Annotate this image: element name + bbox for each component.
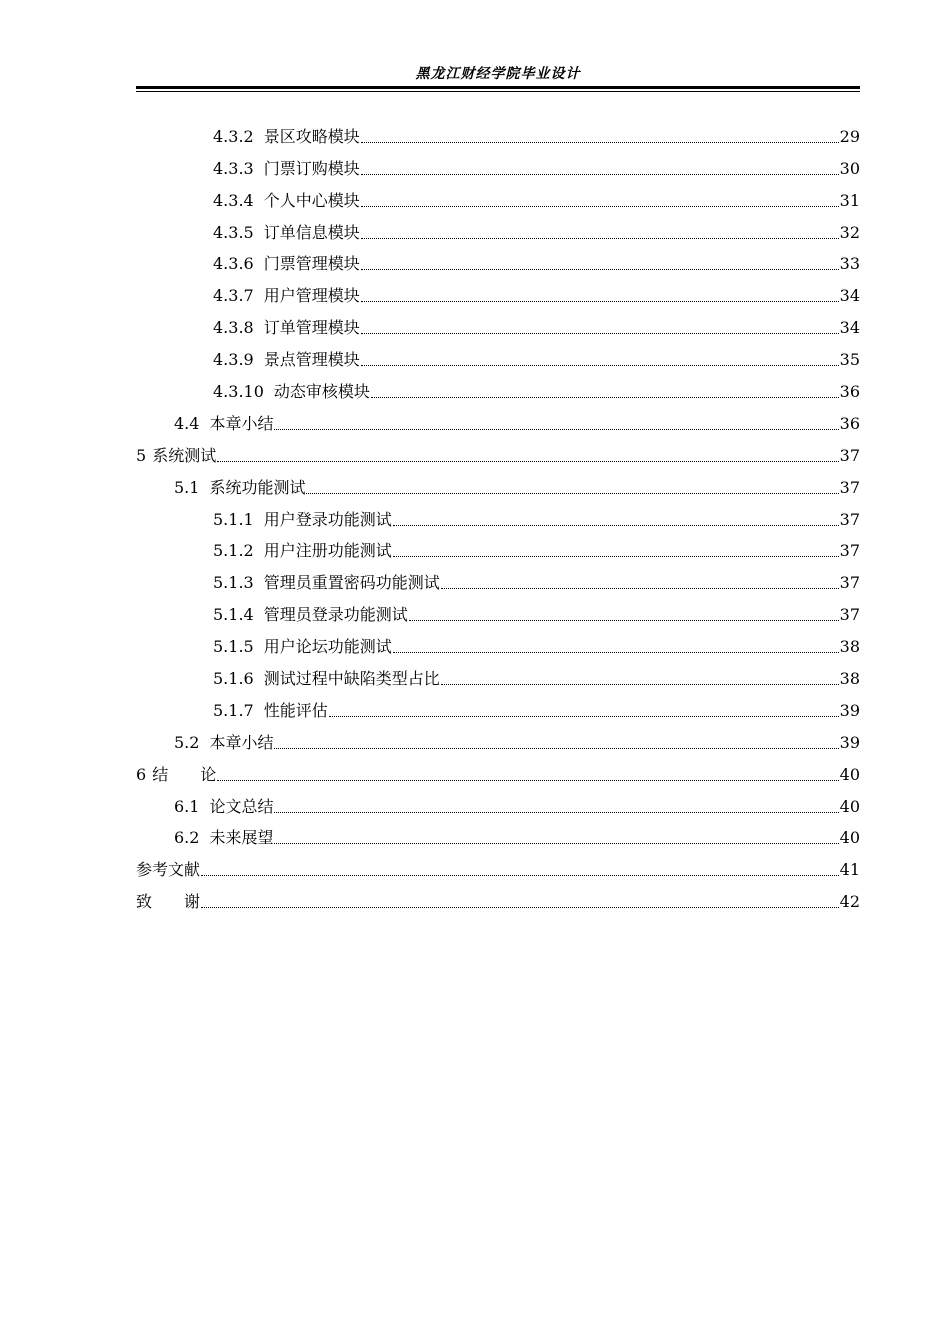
toc-entry[interactable] [136, 179, 860, 211]
toc-entry-page-number: 36 [839, 382, 860, 402]
toc-entry-title: 参考文献 [136, 860, 201, 880]
toc-entry[interactable] [136, 147, 860, 179]
toc-entry-page-number: 40 [839, 764, 860, 784]
toc-entry-title: 管理员重置密码功能测试 [263, 573, 440, 593]
toc-entry[interactable] [136, 211, 860, 243]
toc-entry-title: 用户管理模块 [263, 286, 360, 306]
toc-entry-title: 用户论坛功能测试 [263, 637, 392, 657]
toc-entry-page-number: 41 [839, 860, 860, 880]
toc-entry-page-number: 37 [839, 445, 860, 465]
toc-entry-title: 系统功能测试 [209, 477, 306, 497]
toc-entry-number: 6 [136, 764, 147, 784]
toc-entry[interactable] [136, 848, 860, 880]
toc-entry[interactable] [136, 370, 860, 402]
toc-entry[interactable] [136, 721, 860, 753]
toc-dot-leader [274, 429, 838, 430]
toc-entry-title: 论文总结 [209, 796, 274, 816]
toc-entry-page-number: 37 [839, 509, 860, 529]
toc-entry-number: 6.1 [174, 796, 200, 816]
toc-entry-title: 订单管理模块 [263, 318, 360, 338]
toc-entry-number: 5.2 [174, 732, 200, 752]
toc-entry-number: 5.1.7 [213, 700, 254, 720]
toc-entry[interactable] [136, 306, 860, 338]
toc-entry[interactable] [136, 593, 860, 625]
toc-entry-page-number: 29 [839, 126, 860, 146]
toc-entry-number: 4.3.8 [213, 318, 254, 338]
toc-entry-title: 本章小结 [209, 732, 274, 752]
toc-dot-leader [361, 142, 839, 143]
toc-dot-leader [201, 907, 839, 908]
toc-entry-page-number: 30 [839, 158, 860, 178]
toc-dot-leader [393, 525, 839, 526]
toc-entry-number: 5.1.5 [213, 637, 254, 657]
toc-entry-title: 未来展望 [209, 828, 274, 848]
toc-entry-number: 5.1.4 [213, 605, 254, 625]
toc-entry-title: 动态审核模块 [273, 382, 370, 402]
toc-entry-number: 4.3.10 [213, 382, 264, 402]
toc-entry-title: 管理员登录功能测试 [263, 605, 408, 625]
toc-entry-page-number: 33 [839, 254, 860, 274]
toc-entry-number: 5.1.1 [213, 509, 254, 529]
toc-entry[interactable] [136, 561, 860, 593]
toc-entry[interactable] [136, 689, 860, 721]
toc-entry-number: 5.1.6 [213, 669, 254, 689]
toc-entry-title: 系统测试 [152, 445, 217, 465]
toc-entry-title: 性能评估 [263, 700, 328, 720]
toc-entry-title: 用户登录功能测试 [263, 509, 392, 529]
toc-entry-number: 5.1 [174, 477, 200, 497]
toc-entry[interactable] [136, 402, 860, 434]
toc-entry-number: 4.3.6 [213, 254, 254, 274]
page-header-title: 黑龙江财经学院毕业设计 [415, 66, 581, 82]
toc-entry-title: 订单信息模块 [263, 222, 360, 242]
toc-dot-leader [201, 875, 839, 876]
toc-entry-page-number: 35 [839, 350, 860, 370]
toc-entry[interactable] [136, 498, 860, 530]
toc-entry[interactable] [136, 243, 860, 275]
toc-entry-page-number: 38 [839, 637, 860, 657]
toc-dot-leader [274, 812, 838, 813]
toc-entry-number: 6.2 [174, 828, 200, 848]
toc-entry-page-number: 37 [839, 477, 860, 497]
toc-entry[interactable] [136, 817, 860, 849]
toc-dot-leader [361, 301, 839, 302]
toc-entry-page-number: 34 [839, 318, 860, 338]
toc-entry-page-number: 32 [839, 222, 860, 242]
toc-entry-page-number: 39 [839, 700, 860, 720]
toc-entry[interactable] [136, 785, 860, 817]
toc-entry-number: 4.4 [174, 413, 200, 433]
toc-dot-leader [441, 684, 839, 685]
toc-entry-number: 4.3.4 [213, 190, 254, 210]
toc-entry-number: 4.3.9 [213, 350, 254, 370]
toc-entry[interactable] [136, 880, 860, 912]
toc-entry-title: 景区攻略模块 [263, 126, 360, 146]
toc-entry-title: 个人中心模块 [263, 190, 360, 210]
toc-dot-leader [274, 843, 838, 844]
toc-dot-leader [361, 174, 839, 175]
toc-entry[interactable] [136, 657, 860, 689]
toc-entry-page-number: 39 [839, 732, 860, 752]
toc-entry-title: 景点管理模块 [263, 350, 360, 370]
toc-dot-leader [217, 780, 838, 781]
toc-dot-leader [361, 238, 839, 239]
toc-entry[interactable] [136, 625, 860, 657]
toc-entry-page-number: 34 [839, 286, 860, 306]
toc-dot-leader [361, 365, 839, 366]
toc-dot-leader [371, 397, 839, 398]
toc-dot-leader [441, 588, 839, 589]
toc-entry-title: 本章小结 [209, 413, 274, 433]
toc-entry-page-number: 31 [839, 190, 860, 210]
toc-dot-leader [393, 556, 839, 557]
toc-entry-page-number: 40 [839, 796, 860, 816]
toc-entry[interactable] [136, 338, 860, 370]
toc-entry-page-number: 37 [839, 541, 860, 561]
header-rule-thin [136, 91, 860, 92]
toc-entry[interactable] [136, 434, 860, 466]
toc-entry[interactable] [136, 753, 860, 785]
toc-entry-title: 致 谢 [136, 892, 201, 912]
toc-entry-number: 5.1.2 [213, 541, 254, 561]
toc-entry[interactable] [136, 115, 860, 147]
table-of-contents [136, 115, 860, 912]
toc-entry-page-number: 37 [839, 573, 860, 593]
toc-entry[interactable] [136, 274, 860, 306]
toc-entry-page-number: 38 [839, 669, 860, 689]
toc-dot-leader [361, 206, 839, 207]
toc-dot-leader [329, 716, 839, 717]
toc-entry-page-number: 40 [839, 828, 860, 848]
toc-entry-number: 4.3.2 [213, 126, 254, 146]
toc-entry-title: 测试过程中缺陷类型占比 [263, 669, 440, 689]
header-rule-thick [136, 86, 860, 89]
toc-entry[interactable] [136, 466, 860, 498]
toc-entry-title: 用户注册功能测试 [263, 541, 392, 561]
toc-entry-number: 5 [136, 445, 147, 465]
toc-dot-leader [393, 652, 839, 653]
toc-dot-leader [361, 333, 839, 334]
toc-dot-leader [217, 461, 838, 462]
toc-dot-leader [306, 493, 838, 494]
toc-entry-number: 5.1.3 [213, 573, 254, 593]
toc-entry-number: 4.3.3 [213, 158, 254, 178]
toc-dot-leader [361, 269, 839, 270]
toc-entry-page-number: 37 [839, 605, 860, 625]
toc-dot-leader [409, 620, 839, 621]
toc-entry-title: 门票订购模块 [263, 158, 360, 178]
toc-entry-number: 4.3.7 [213, 286, 254, 306]
toc-dot-leader [274, 748, 838, 749]
toc-entry-page-number: 36 [839, 413, 860, 433]
toc-entry-page-number: 42 [839, 892, 860, 912]
toc-entry-title: 门票管理模块 [263, 254, 360, 274]
toc-entry-number: 4.3.5 [213, 222, 254, 242]
toc-entry-title: 结 论 [152, 764, 217, 784]
toc-entry[interactable] [136, 530, 860, 562]
